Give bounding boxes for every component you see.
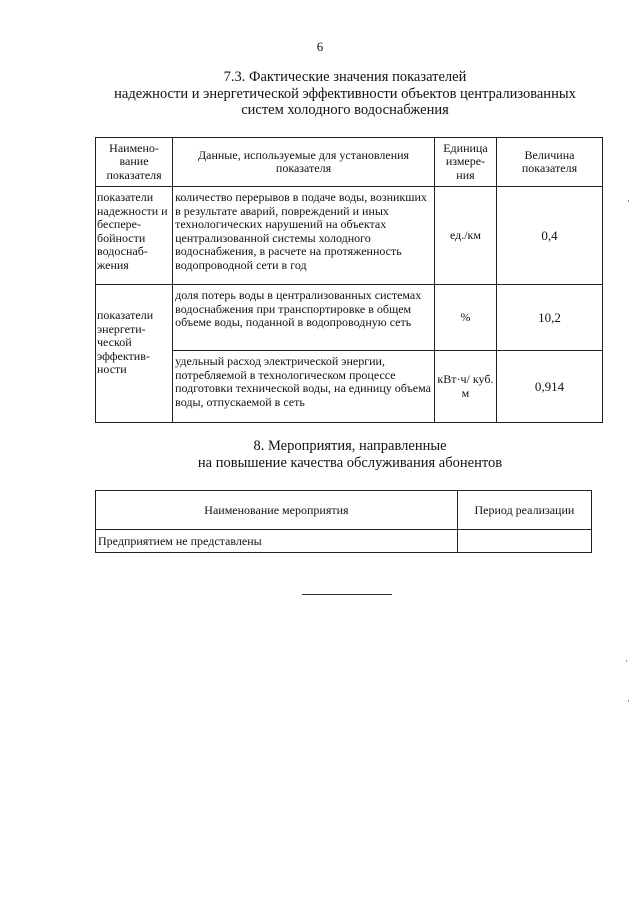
row-data: удельный расход электрической энергии, потребляемой в технологическом процессе подготовки технической воды, на единицу объема воды, отпускаемой в сеть [173,351,435,423]
header-unit: Единица измере- ния [434,138,496,187]
row-unit: % [434,285,496,351]
measures-table [95,490,592,553]
table-row [96,187,603,285]
title-line: 8. Мероприятия, направленные [253,438,447,454]
table-row [96,285,603,351]
scan-mark [628,200,629,202]
section-7-3-title [0,69,640,119]
header-data: Данные, используемые для установления показателя [173,138,435,187]
closing-rule [302,594,392,595]
row-value: 0,4 [496,187,602,285]
title-line: на повышение качества обслуживания абонентов [197,454,503,471]
page-number: 6 [316,39,324,54]
row-unit: кВт·ч/ куб. м [434,351,496,423]
scan-mark [628,700,629,702]
header-measure-name: Наименование мероприятия [96,491,458,530]
group-name: показатели энергети- ческой эффектив- ности [96,285,173,423]
header-value: Величина показателя [496,138,602,187]
title-line: 7.3. Фактические значения показателей [223,69,467,85]
row-value: 10,2 [496,285,602,351]
measure-name: Предприятием не представлены [96,530,458,553]
table-header-row [96,138,603,187]
title-line: надежности и энергетической эффективности объектов централизованных [114,85,576,102]
section-8-title [0,438,640,471]
table-row [96,530,592,553]
scan-mark [626,660,627,662]
row-data: количество перерывов в подаче воды, возникших в результате аварий, повреждений и иных технологических нарушений на объектах централизованной системы холодного водоснабжения, в расчете на протяженность водопроводной сети в год [173,187,435,285]
title-line: систем холодного водоснабжения [241,102,449,118]
row-unit: ед./км [434,187,496,285]
indicators-table [95,137,603,423]
header-name: Наимено- вание показателя [96,138,173,187]
table-header-row [96,491,592,530]
row-data: доля потерь воды в централизованных системах водоснабжения при транспортировке в общем объеме воды, поданной в водопроводную сеть [173,285,435,351]
group-name: показатели надежности и беспере- бойности водоснаб- жения [96,187,173,285]
header-period: Период реализации [457,491,591,530]
row-value: 0,914 [496,351,602,423]
measure-period [457,530,591,553]
